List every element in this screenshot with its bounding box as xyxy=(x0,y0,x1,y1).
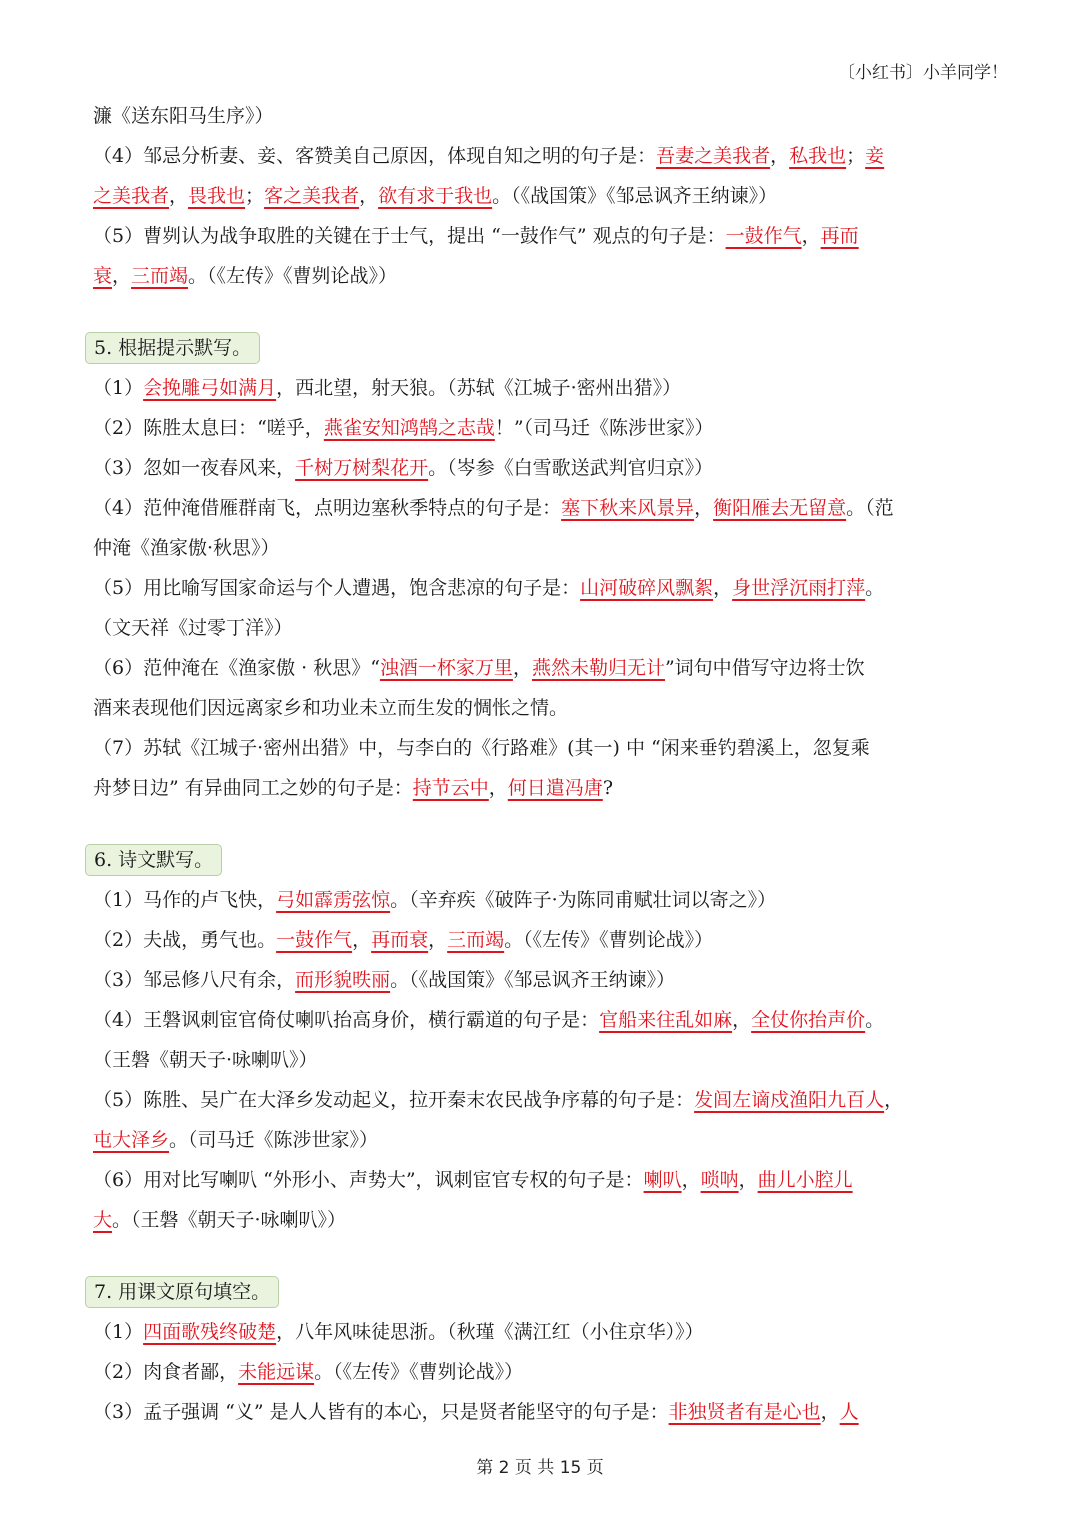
text-segment: （6）用对比写喇叭 “外形小、声势大”，讽刺宦官专权的句子是： xyxy=(93,1169,644,1191)
text-segment: ， xyxy=(694,497,714,519)
text-segment: （3）孟子强调 “义” 是人人皆有的本心，只是贤者能坚守的句子是： xyxy=(93,1401,669,1423)
text-segment: ， xyxy=(732,1009,752,1031)
answer-highlight: 畏我也 xyxy=(188,185,246,207)
answer-highlight: 弓如霹雳弦惊 xyxy=(276,889,391,911)
answer-highlight: 屯大泽乡 xyxy=(93,1129,170,1151)
text-line xyxy=(93,136,988,176)
text-line xyxy=(93,568,988,608)
answer-highlight: 发闾左谪戍渔阳九百人 xyxy=(694,1089,885,1111)
text-segment: 舟梦日边” 有异曲同工之妙的句子是： xyxy=(93,777,413,799)
section-gap xyxy=(93,296,988,328)
section-heading-row xyxy=(93,840,988,880)
text-segment: ， xyxy=(512,657,532,679)
answer-highlight: 三而竭 xyxy=(131,265,189,287)
answer-highlight: 塞下秋来风景异 xyxy=(561,497,695,519)
text-segment: ； xyxy=(846,145,866,167)
text-line xyxy=(93,528,988,568)
section-heading: 6. 诗文默写。 xyxy=(85,844,222,876)
text-segment: （2）陈胜太息曰：“嗟乎， xyxy=(93,417,324,439)
answer-highlight: 欲有求于我也 xyxy=(378,185,493,207)
answer-highlight: 山河破碎风飘絮 xyxy=(580,577,714,599)
text-segment: （3）忽如一夜春风来， xyxy=(93,457,296,479)
text-line xyxy=(93,448,988,488)
text-segment: （4）王磐讽刺宦官倚仗喇叭抬高身价，横行霸道的句子是： xyxy=(93,1009,600,1031)
text-segment: 。 xyxy=(865,577,885,599)
answer-highlight: 唢呐 xyxy=(700,1169,739,1191)
text-segment: ， xyxy=(713,577,733,599)
text-segment: （5）用比喻写国家命运与个人遭遇，饱含悲凉的句子是： xyxy=(93,577,581,599)
text-line xyxy=(93,1392,988,1432)
answer-highlight: 再而衰 xyxy=(371,929,429,951)
text-line xyxy=(93,608,988,648)
section-heading: 7. 用课文原句填空。 xyxy=(85,1276,279,1308)
text-line xyxy=(93,1040,988,1080)
answer-highlight: 大 xyxy=(93,1209,113,1231)
answer-highlight: 燕然未勒归无计 xyxy=(531,657,665,679)
answer-highlight: 人 xyxy=(839,1401,859,1423)
text-line xyxy=(93,216,988,256)
answer-highlight: 浊酒一杯家万里 xyxy=(379,657,513,679)
text-segment: （1） xyxy=(93,377,144,399)
text-segment: ，八年风味徒思浙。（秋瑾《满江红（小住京华）》） xyxy=(276,1321,704,1343)
text-segment: ！”（司马迁《陈涉世家》） xyxy=(494,417,714,439)
section-gap xyxy=(93,1240,988,1272)
text-line xyxy=(93,880,988,920)
text-segment: 。（司马迁《陈涉世家》） xyxy=(169,1129,379,1151)
text-line xyxy=(93,408,988,448)
text-line xyxy=(93,1120,988,1160)
answer-highlight: 衰 xyxy=(93,265,113,287)
text-segment: ， xyxy=(488,777,508,799)
section-heading-row xyxy=(93,328,988,368)
text-segment: （2）夫战，勇气也。 xyxy=(93,929,277,951)
text-segment: 。（王磐《朝天子·咏喇叭》） xyxy=(112,1209,347,1231)
answer-highlight: 非独贤者有是心也 xyxy=(668,1401,821,1423)
text-segment: ”词句中借写守边将士饮 xyxy=(664,657,865,679)
text-segment: （王磐《朝天子·咏喇叭》） xyxy=(93,1049,318,1071)
text-segment: ， xyxy=(112,265,132,287)
answer-highlight: 会挽雕弓如满月 xyxy=(143,377,277,399)
answer-highlight: 全仗你抬声价 xyxy=(751,1009,866,1031)
answer-highlight: 官船来往乱如麻 xyxy=(599,1009,733,1031)
text-segment: 。（《战国策》《邹忌讽齐王纳谏》） xyxy=(390,969,676,991)
text-line xyxy=(93,648,988,688)
text-line xyxy=(93,1160,988,1200)
text-segment: 。（范 xyxy=(846,497,894,519)
page-number: 第 2 页 共 15 页 xyxy=(476,1458,604,1478)
answer-highlight: 一鼓作气 xyxy=(725,225,802,247)
text-segment: 。（《战国策》《邹忌讽齐王纳谏》） xyxy=(492,185,778,207)
answer-highlight: 之美我者 xyxy=(93,185,170,207)
answer-highlight: 客之美我者 xyxy=(264,185,360,207)
text-segment: 。（《左传》《曹刿论战》） xyxy=(314,1361,524,1383)
text-segment: （5）陈胜、吴广在大泽乡发动起义，拉开秦末农民战争序幕的句子是： xyxy=(93,1089,695,1111)
watermark-author: 〔小红书〕小羊同学！ xyxy=(838,63,1008,83)
answer-highlight: 何日遣冯唐 xyxy=(507,777,603,799)
document-body xyxy=(93,96,988,1432)
text-segment: ， xyxy=(820,1401,840,1423)
text-segment: ， xyxy=(359,185,379,207)
text-segment: （4）范仲淹借雁群南飞，点明边塞秋季特点的句子是： xyxy=(93,497,562,519)
answer-highlight: 四面歌残终破楚 xyxy=(143,1321,277,1343)
answer-highlight: 一鼓作气 xyxy=(276,929,353,951)
text-segment: ， xyxy=(770,145,790,167)
text-segment: ， xyxy=(428,929,448,951)
text-line xyxy=(93,768,988,808)
text-segment: ， xyxy=(738,1169,758,1191)
text-line xyxy=(93,256,988,296)
answer-highlight: 未能远谋 xyxy=(238,1361,315,1383)
text-segment: 。（辛弃疾《破阵子·为陈同甫赋壮词以寄之》） xyxy=(390,889,777,911)
text-segment: 酒来表现他们因远离家乡和功业未立而生发的惆怅之情。 xyxy=(93,697,569,719)
text-line xyxy=(93,488,988,528)
answer-highlight: 妾 xyxy=(865,145,885,167)
text-segment: ； xyxy=(245,185,265,207)
text-segment: （1）马作的卢飞快， xyxy=(93,889,277,911)
text-line xyxy=(93,96,988,136)
text-segment: （1） xyxy=(93,1321,144,1343)
answer-highlight: 衡阳雁去无留意 xyxy=(713,497,847,519)
text-line xyxy=(93,1000,988,1040)
text-segment: 。（《左传》《曹刿论战》） xyxy=(188,265,398,287)
text-segment: ， xyxy=(681,1169,701,1191)
answer-highlight: 曲儿小腔儿 xyxy=(757,1169,853,1191)
text-segment: （3）邹忌修八尺有余， xyxy=(93,969,296,991)
text-segment: 。（岑参《白雪歌送武判官归京》） xyxy=(428,457,714,479)
text-segment: 濂《送东阳马生序》） xyxy=(93,105,274,127)
text-segment: （6）范仲淹在《渔家傲 · 秋思》“ xyxy=(93,657,380,679)
answer-highlight: 喇叭 xyxy=(643,1169,682,1191)
answer-highlight: 持节云中 xyxy=(412,777,489,799)
text-line xyxy=(93,1352,988,1392)
text-line xyxy=(93,688,988,728)
text-line xyxy=(93,728,988,768)
text-line xyxy=(93,1312,988,1352)
text-line xyxy=(93,920,988,960)
text-segment: ， xyxy=(169,185,189,207)
text-segment: （5）曹刿认为战争取胜的关键在于士气，提出 “一鼓作气” 观点的句子是： xyxy=(93,225,726,247)
answer-highlight: 燕雀安知鸿鹄之志哉 xyxy=(323,417,495,439)
section-heading-row xyxy=(93,1272,988,1312)
answer-highlight: 身世浮沉雨打萍 xyxy=(732,577,866,599)
text-line xyxy=(93,368,988,408)
text-segment: ， xyxy=(352,929,372,951)
text-line xyxy=(93,176,988,216)
answer-highlight: 吾妻之美我者 xyxy=(656,145,771,167)
text-segment: 。（《左传》《曹刿论战》） xyxy=(504,929,714,951)
text-segment: （7）苏轼《江城子·密州出猎》中，与李白的《行路难》(其一) 中 “闲来垂钓碧溪上，忽复乘 xyxy=(93,737,870,759)
text-line xyxy=(93,1080,988,1120)
text-line xyxy=(93,960,988,1000)
text-segment: （2）肉食者鄙， xyxy=(93,1361,239,1383)
text-segment: ? xyxy=(602,777,613,799)
answer-highlight: 私我也 xyxy=(789,145,847,167)
answer-highlight: 再而 xyxy=(820,225,859,247)
text-segment: ， xyxy=(801,225,821,247)
text-segment: 仲淹《渔家傲·秋思》） xyxy=(93,537,280,559)
text-segment: ，西北望，射天狼。（苏轼《江城子·密州出猎》） xyxy=(276,377,682,399)
section-heading: 5. 根据提示默写。 xyxy=(85,332,260,364)
text-segment: （4）邹忌分析妻、妾、客赞美自己原因，体现自知之明的句子是： xyxy=(93,145,657,167)
text-segment: ， xyxy=(884,1089,904,1111)
section-gap xyxy=(93,808,988,840)
text-segment: 。 xyxy=(865,1009,885,1031)
text-segment: （文天祥《过零丁洋》） xyxy=(93,617,293,639)
answer-highlight: 三而竭 xyxy=(447,929,505,951)
answer-highlight: 千树万树梨花开 xyxy=(295,457,429,479)
answer-highlight: 而形貌昳丽 xyxy=(295,969,391,991)
text-line xyxy=(93,1200,988,1240)
